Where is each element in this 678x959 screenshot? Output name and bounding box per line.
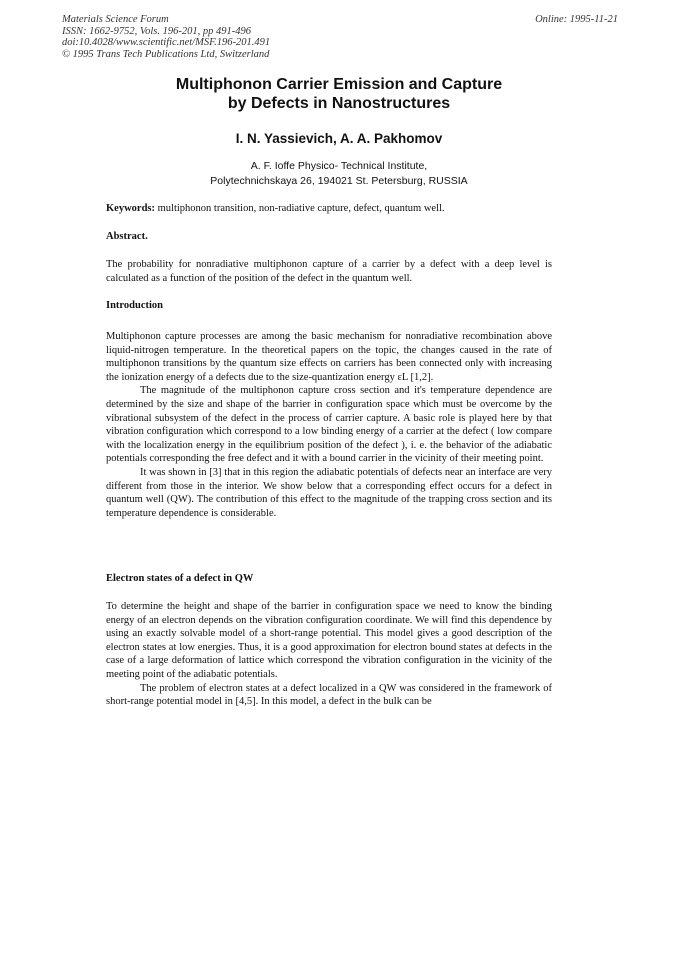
- electron-paragraph: To determine the height and shape of the barrier in configuration space we need to know the binding energy of an electron depends on the vibration configuration coordinate. We will find this dependence by using an exactly solvable model of a short-range potential. This model gives a good description of the electron states at low energies. Thus, it is a good approximation for electron bound states at defects in the case of a large deformation of lattice which correspond the vibration configuration in the vicinity of the meeting point of the adiabatic potentials.: [106, 601, 552, 680]
- title-line: by Defects in Nanostructures: [227, 95, 451, 112]
- intro-paragraph: The magnitude of the multiphonon capture cross section and it's temperature dependence are determined by the size and shape of the barrier in configuration space which must be overcome by the vibrational subsystem of the defect in the process of carrier capture. A basic role is played here by that vibration configuration which correspond to a low binding energy of a carrier at the defect ( low compare with the localization energy in the equilibrium position of the defect ), i. e. the behavior of the adiabatic potentials corresponding the free defect and it with a bound carrier in the vicinity of their meeting point.: [106, 385, 552, 465]
- keywords-label: Keywords:: [106, 203, 155, 214]
- affiliation: [0, 159, 678, 189]
- intro-paragraph: Multiphonon capture processes are among the basic mechanism for nonradiative recombination above liquid-nitrogen temperature. In the theoretical papers on the topic, the changes caused in the rate of multiphonon transitions by the quantum size effects on carriers has been connected only with increasing the ionization energy of a defects due to the size-quantization energy εL [1,2].: [106, 331, 552, 383]
- journal-header: [62, 14, 270, 60]
- abstract-paragraph: The probability for nonradiative multiphonon capture of a carrier by a defect with a deep level is calculated as a function of the position of the defect in the quantum well.: [106, 259, 552, 284]
- affiliation-line: A. F. Ioffe Physico- Technical Institute,: [250, 160, 428, 172]
- abstract-text: [106, 258, 552, 285]
- title-line: Multiphonon Carrier Emission and Capture: [175, 76, 503, 93]
- introduction-heading: Introduction: [106, 300, 163, 311]
- electron-states-body: [106, 600, 552, 709]
- abstract-heading: Abstract.: [106, 231, 148, 242]
- electron-states-heading: Electron states of a defect in QW: [106, 573, 254, 584]
- introduction-body: [106, 330, 552, 520]
- journal-copyright: © 1995 Trans Tech Publications Ltd, Switzerland: [62, 48, 270, 60]
- keywords: [106, 202, 552, 216]
- keywords-text: multiphonon transition, non-radiative capture, defect, quantum well.: [157, 203, 445, 214]
- journal-name: Materials Science Forum: [62, 14, 169, 25]
- journal-doi: doi:10.4028/www.scientific.net/MSF.196-201.491: [62, 37, 271, 48]
- journal-issn: ISSN: 1662-9752, Vols. 196-201, pp 491-496: [62, 25, 251, 37]
- electron-paragraph: The problem of electron states at a defect localized in a QW was considered in the framework of short-range potential model in [4,5]. In this model, a defect in the bulk can be: [106, 682, 552, 708]
- authors: I. N. Yassievich, A. A. Pakhomov: [235, 131, 443, 146]
- paper-title: [0, 75, 678, 113]
- affiliation-line: Polytechnichskaya 26, 194021 St. Petersburg, RUSSIA: [210, 175, 468, 187]
- online-date: Online: 1995-11-21: [535, 14, 618, 25]
- intro-paragraph: It was shown in [3] that in this region the adiabatic potentials of defects near an interface are very different from those in the interior. We show below that a corresponding effect occurs for a defect in quantum well (QW). The contribution of this effect to the magnitude of the trapping cross section and its temperature dependence is considerable.: [106, 466, 552, 519]
